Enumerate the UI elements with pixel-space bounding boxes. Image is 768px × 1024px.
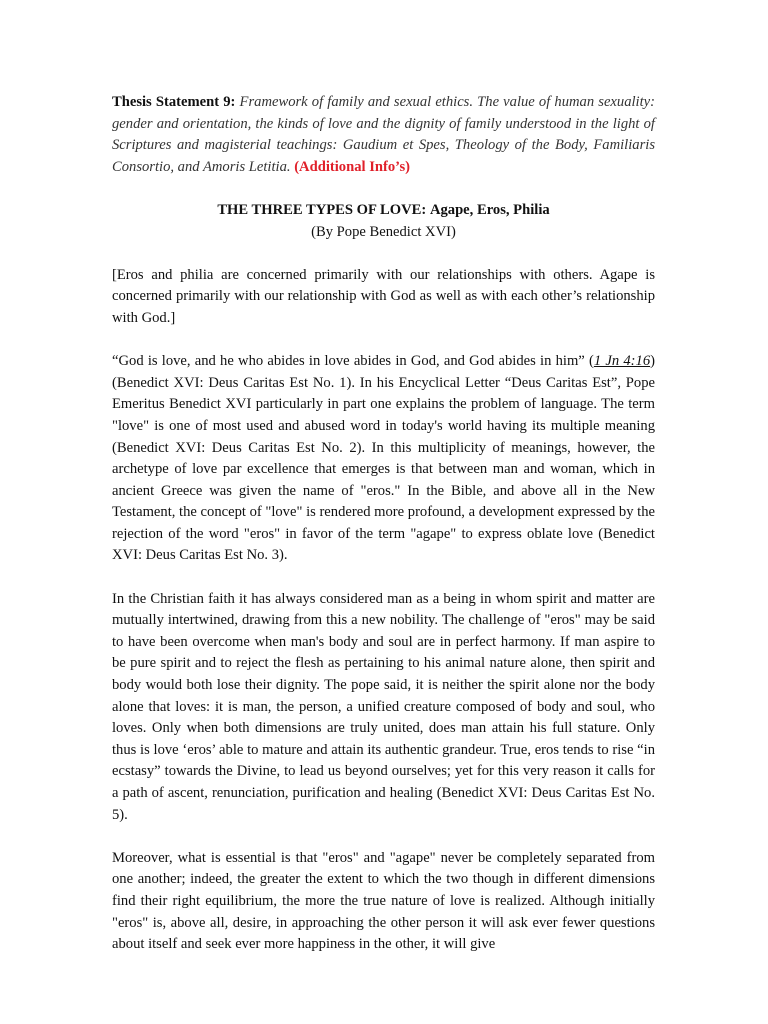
paragraph-1-start: “God is love, and he who abides in love abides in God, and God abides in him” ( — [112, 353, 594, 370]
document-page — [112, 92, 655, 977]
paragraph-3: Moreover, what is essential is that "eros" and "agape" never be completely separated from one another; indeed, the greater the extent to which the two though in different dimensions find their right equilibrium, the more the true nature of love is realized. Although initially "eros" is, above all, desire, in approaching the other person it will ask ever fewer questions about itself and seek ever more happiness in the other, it will give — [112, 849, 655, 953]
section-title — [112, 200, 655, 222]
additional-info-note: (Additional Info’s) — [294, 158, 411, 175]
thesis-statement — [112, 92, 655, 178]
thesis-label: Thesis Statement 9: — [112, 94, 236, 110]
scripture-reference-link[interactable]: 1 Jn 4:16 — [593, 353, 651, 370]
intro-paragraph: [Eros and philia are concerned primarily with our relationships with others. Agape is concerned primarily with our relationship with God as well as with each other’s relationship with God.] — [112, 266, 655, 326]
section-title-bold: THE THREE TYPES OF LOVE: — [217, 201, 427, 218]
section-title-types: Agape, Eros, Philia — [429, 201, 550, 218]
paragraph-1-rest: ) (Benedict XVI: Deus Caritas Est No. 1). In his Encyclical Letter “Deus Caritas Est”, Pope Emeritus Benedict XVI particularly in part one explains the problem of language. The term "love" is one of most used and abused word in today's world having its multiple meaning (Benedict XVI: Deus Caritas Est No. 2). In this multiplicity of meanings, however, the archetype of love par excellence that emerges is that between man and woman, which in ancient Greece was given the name of "eros." In the Bible, and above all in the New Testament, the concept of "love" is rendered more profound, a development expressed by the rejection of the word "eros" in favor of the term "agape" to express oblate love (Benedict XVI: Deus Caritas Est No. 3). — [112, 353, 655, 564]
section-subtitle: (By Pope Benedict XVI) — [311, 223, 456, 240]
paragraph-2: In the Christian faith it has always considered man as a being in whom spirit and matter are mutually intertwined, drawing from this a new nobility. The challenge of "eros" may be said to have been overcome when man's body and soul are in perfect harmony. If man aspire to be pure spirit and to reject the flesh as pertaining to his animal nature alone, then spirit and body would both lose their dignity. The pope said, it is neither the spirit alone nor the body alone that loves: it is man, the person, a unified creature composed of body and soul, who loves. Only when both dimensions are truly united, does man attain his full stature. Only thus is love ‘eros’ able to mature and attain its authentic grandeur. True, eros tends to rise “in ecstasy” towards the Divine, to lead us beyond ourselves; yet for this very reason it calls for a path of ascent, renunciation, purification and healing (Benedict XVI: Deus Caritas Est No. 5). — [112, 590, 655, 823]
thesis-text: Framework of family and sexual ethics. The value of human sexuality: gender and orientation, the kinds of love and the dignity of family understood in the light of Scriptures and magisterial teachings: Gaudium et Spes, Theology of the Body, Familiaris Consortio, and Amoris Letitia. — [112, 94, 655, 175]
section-heading — [112, 200, 655, 243]
paragraph-1 — [112, 351, 655, 567]
